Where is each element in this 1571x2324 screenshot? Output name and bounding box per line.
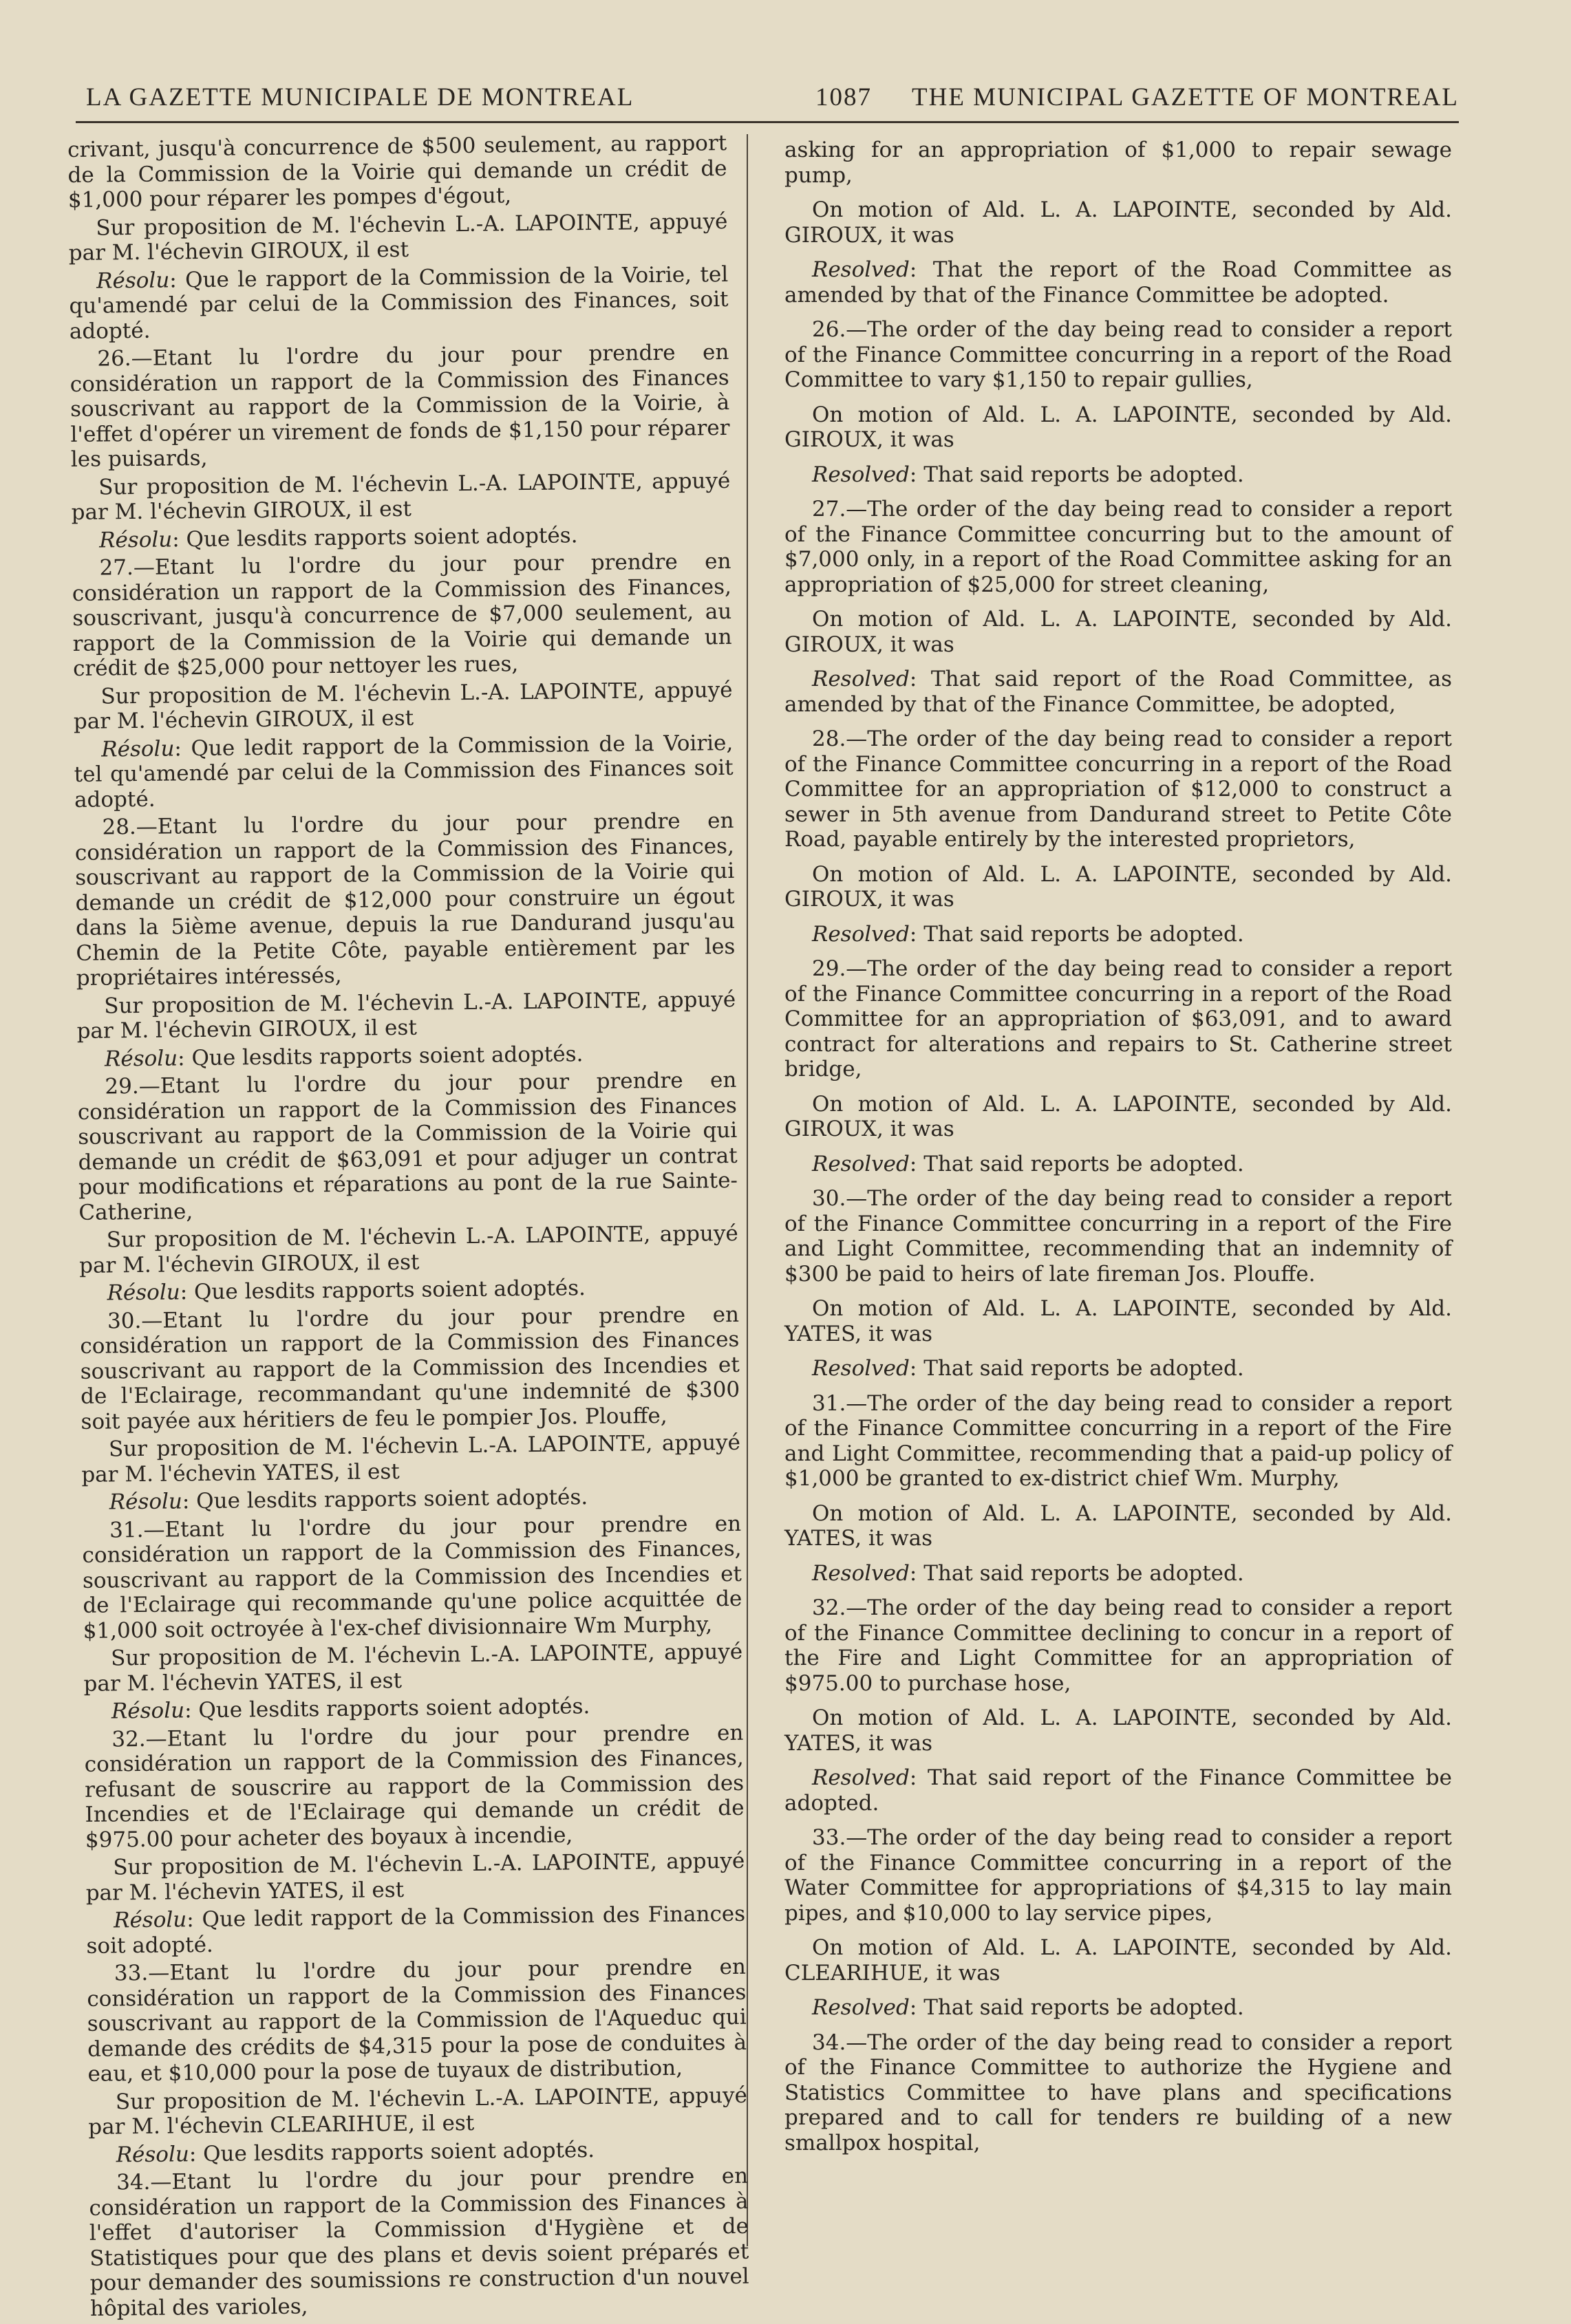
resolution-lead: Resolved xyxy=(812,1765,910,1790)
paragraph xyxy=(81,1430,741,1487)
paragraph-text: 32.—Etant lu l'ordre du jour pour prendre en considération un rapport de la Commission des Finances, refusant de souscrire au rapport de la Commission des Incendies et de l'Eclairage qui demande un crédit de $975.00 pour acheter des boyaux à incendie, xyxy=(84,1720,745,1853)
paragraph xyxy=(79,1274,738,1306)
paragraph xyxy=(784,402,1452,453)
resolution-lead: Résolu xyxy=(96,267,170,294)
paragraph xyxy=(784,1152,1452,1177)
paragraph-text: : That the report of the Road Committee as amended by that of the Finance Committee be adopted. xyxy=(784,257,1452,308)
paragraph xyxy=(80,1302,740,1434)
paragraph-text: On motion of Ald. L. A. LAPOINTE, seconded by Ald. GIROUX, it was xyxy=(784,402,1452,452)
paragraph-text: On motion of Ald. L. A. LAPOINTE, seconded by Ald. CLEARIHUE, it was xyxy=(784,1935,1452,1986)
paragraph-text: 31.—The order of the day being read to consider a report of the Finance Committee concurring in a report of the Fire and Light Committee, recommending that a paid-up policy of $1,000 be granted to ex-district chief Wm. Murphy, xyxy=(784,1390,1452,1491)
paragraph-text: 33.—The order of the day being read to consider a report of the Finance Committee concurring in a report of the Water Committee for appropriations of $4,315 to lay main pipes, and $10,000 to lay service pipes, xyxy=(784,1825,1452,1926)
paragraph xyxy=(784,317,1452,393)
paragraph xyxy=(89,2135,748,2168)
paragraph-text: On motion of Ald. L. A. LAPOINTE, seconded by Ald. GIROUX, it was xyxy=(784,1091,1452,1141)
paragraph-text: Sur proposition de M. l'échevin L.-A. LAPOINTE, appuyé par M. l'échevin GIROUX, il est xyxy=(68,208,728,266)
paragraph xyxy=(77,1040,736,1072)
paragraph xyxy=(76,987,736,1044)
resolution-lead: Resolved xyxy=(812,1356,910,1381)
paragraph xyxy=(88,2083,748,2140)
paragraph-text: 28.—The order of the day being read to consider a report of the Finance Committee concurring in a report of the Road Committee for an appropriation of $12,000 to construct a sewer in 5th avenue from Dandurand street to Petite Côte Road, payable entirely by the interested proprietors, xyxy=(784,727,1452,852)
paragraph-text: : Que lesdits rapports soient adoptés. xyxy=(177,1041,584,1070)
paragraph xyxy=(784,956,1452,1082)
paragraph-text: Sur proposition de M. l'échevin L.-A. LAPOINTE, appuyé par M. l'échevin GIROUX, il est xyxy=(76,987,736,1044)
page-header xyxy=(76,77,1459,118)
paragraph xyxy=(72,549,732,682)
paragraph xyxy=(784,2030,1452,2156)
paragraph-text: 34.—Etant lu l'ordre du jour pour prendre en considération un rapport de la Commission des Finances à l'effet d'autoriser la Commission d'Hygiène et de Statistiques pour que des plans et devis soient préparés et pour demander des soumissions re construction d'un nouvel hôpital des varioles, xyxy=(89,2163,749,2321)
paragraph xyxy=(83,1639,743,1697)
paragraph xyxy=(784,1595,1452,1696)
paragraph xyxy=(87,1955,747,2087)
paragraph-text: 30.—The order of the day being read to consider a report of the Finance Committee concurring in a report of the Fire and Light Committee, recommending that an indemnity of $300 be paid to heirs of late fireman Jos. Plouffe. xyxy=(784,1186,1452,1287)
paragraph xyxy=(784,1765,1452,1816)
paragraph-text: : That said report of the Finance Committee be adopted. xyxy=(784,1765,1452,1816)
paragraph-text: asking for an appropriation of $1,000 to repair sewage pump, xyxy=(784,138,1452,188)
resolution-lead: Résolu xyxy=(116,2141,190,2167)
paragraph-text: Sur proposition de M. l'échevin L.-A. LAPOINTE, appuyé par M. l'échevin YATES, il est xyxy=(81,1430,741,1487)
paragraph xyxy=(784,257,1452,308)
resolution-lead: Resolved xyxy=(812,257,910,282)
paragraph xyxy=(784,1391,1452,1492)
paragraph xyxy=(84,1720,745,1853)
paragraph xyxy=(784,727,1452,852)
resolution-lead: Résolu xyxy=(104,1045,178,1072)
paragraph xyxy=(68,208,728,266)
paragraph xyxy=(784,1825,1452,1926)
paragraph-text: : Que ledit rapport de la Commission de la Voirie, tel qu'amendé par celui de la Commission des Finances soit adopté. xyxy=(74,730,734,813)
resolution-lead: Resolved xyxy=(812,1995,910,2020)
paragraph xyxy=(72,521,731,553)
paragraph-text: : That said reports be adopted. xyxy=(909,1151,1244,1176)
french-column xyxy=(67,131,749,2324)
paragraph-text: : That said report of the Road Committee, as amended by that of the Finance Committee, be adopted, xyxy=(784,667,1452,717)
paragraph xyxy=(784,1186,1452,1287)
paragraph-text: : That said reports be adopted. xyxy=(909,462,1244,487)
paragraph-text: On motion of Ald. L. A. LAPOINTE, seconded by Ald. YATES, it was xyxy=(784,1706,1452,1756)
paragraph-text: : That said reports be adopted. xyxy=(909,921,1244,947)
paragraph xyxy=(79,1221,739,1278)
paragraph-text: : Que lesdits rapports soient adoptés. xyxy=(180,1276,586,1305)
paragraph xyxy=(784,1501,1452,1551)
paragraph-text: 30.—Etant lu l'ordre du jour pour prendre en considération un rapport de la Commission des Finances souscrivant au rapport de la Commission des Incendies et de l'Eclairage, recommandant qu'une indemnité de $300 soit payée aux héritiers de feu le pompier Jos. Plouffe, xyxy=(80,1302,740,1434)
paragraph-text: On motion of Ald. L. A. LAPOINTE, seconded by Ald. GIROUX, it was xyxy=(784,861,1452,912)
paragraph xyxy=(86,1902,746,1959)
resolution-lead: Résolu xyxy=(98,526,173,553)
paragraph xyxy=(784,1706,1452,1756)
paragraph-text: : Que lesdits rapports soient adoptés. xyxy=(182,1485,588,1514)
paragraph-text: Sur proposition de M. l'échevin L.-A. LAPOINTE, appuyé par M. l'échevin GIROUX, il est xyxy=(73,677,733,734)
paragraph xyxy=(784,1356,1452,1381)
paragraph xyxy=(784,667,1452,717)
column-divider xyxy=(747,134,748,2246)
paragraph xyxy=(784,862,1452,912)
paragraph xyxy=(69,261,729,344)
resolution-lead: Resolved xyxy=(812,1151,910,1176)
paragraph-text: On motion of Ald. L. A. LAPOINTE, seconded by Ald. YATES, it was xyxy=(784,1500,1452,1551)
paragraph-text: : Que lesdits rapports soient adoptés. xyxy=(189,2137,595,2166)
paragraph-text: 31.—Etant lu l'ordre du jour pour prendre en considération un rapport de la Commission des Finances, souscrivant au rapport de la Commission des Incendies et de l'Eclairage qui recommande qu'une police acquittée de $1,000 soit octroyée à l'ex-chef divisionnaire Wm Murphy, xyxy=(82,1511,742,1644)
paragraph xyxy=(82,1483,741,1516)
paragraph-text: Sur proposition de M. l'échevin L.-A. LAPOINTE, appuyé par M. l'échevin YATES, il est xyxy=(85,1848,745,1906)
paragraph-text: 26.—The order of the day being read to consider a report of the Finance Committee concurring in a report of the Road Committee to vary $1,150 to repair gullies, xyxy=(784,317,1452,392)
english-column xyxy=(784,138,1452,2165)
paragraph xyxy=(82,1511,742,1644)
resolution-lead: Resolved xyxy=(812,462,910,487)
paragraph-text: : Que lesdits rapports soient adoptés. xyxy=(184,1694,590,1723)
paragraph-text: 34.—The order of the day being read to consider a report of the Finance Committee to authorize the Hygiene and Statistics Committee to have plans and specifications prepared and to call for tenders re building of a new smallpox hospital, xyxy=(784,2030,1452,2155)
header-rule xyxy=(76,121,1459,123)
paragraph-text: 28.—Etant lu l'ordre du jour pour prendre en considération un rapport de la Commission des Finances, souscrivant au rapport de la Commission de la Voirie qui demande un crédit de $12,000 pour construire un égout dans la 5ième avenue, depuis la rue Dandurand jusqu'au Chemin de la Petite Côte, payable entièrement par les propriétaires intéressés, xyxy=(74,808,736,991)
paragraph xyxy=(77,1068,738,1225)
paragraph xyxy=(89,2164,749,2321)
paragraph-text: : Que lesdits rapports soient adoptés. xyxy=(172,522,578,552)
paragraph xyxy=(784,197,1452,248)
paragraph-text: On motion of Ald. L. A. LAPOINTE, seconded by Ald. GIROUX, it was xyxy=(784,607,1452,657)
resolution-lead: Résolu xyxy=(101,735,175,762)
paragraph-text: 29.—The order of the day being read to consider a report of the Finance Committee concurring in a report of the Road Committee for an appropriation of $63,091, and to award contract for alterations and repairs to St. Catherine street bridge, xyxy=(784,956,1452,1082)
paragraph-text: On motion of Ald. L. A. LAPOINTE, seconded by Ald. YATES, it was xyxy=(784,1296,1452,1346)
paragraph xyxy=(784,607,1452,657)
paragraph xyxy=(784,1092,1452,1142)
paragraph-text: 33.—Etant lu l'ordre du jour pour prendre en considération un rapport de la Commission des Finances souscrivant au rapport de la Commission de l'Aqueduc qui demande des crédits de $4,315 pour la pose de conduites à eau, et $10,000 pour la pose de tuyaux de distribution, xyxy=(87,1954,747,2087)
paragraph-text: crivant, jusqu'à concurrence de $500 seulement, au rapport de la Commission de la Voirie qui demande un crédit de $1,000 pour réparer les pompes d'égout, xyxy=(67,130,727,213)
paragraph-text: : Que ledit rapport de la Commission des Finances soit adopté. xyxy=(86,1901,746,1959)
resolution-lead: Résolu xyxy=(107,1280,180,1306)
resolution-lead: Resolved xyxy=(812,667,910,691)
paragraph xyxy=(784,1995,1452,2021)
paragraph-text: On motion of Ald. L. A. LAPOINTE, seconded by Ald. GIROUX, it was xyxy=(784,197,1452,248)
paragraph xyxy=(784,1296,1452,1346)
paragraph-text: Sur proposition de M. l'échevin L.-A. LAPOINTE, appuyé par M. l'échevin GIROUX, il est xyxy=(71,468,731,525)
paragraph xyxy=(784,138,1452,188)
paragraph-text: Sur proposition de M. l'échevin L.-A. LAPOINTE, appuyé par M. l'échevin YATES, il est xyxy=(83,1639,743,1697)
resolution-lead: Résolu xyxy=(113,1907,187,1933)
paragraph xyxy=(84,1692,743,1725)
resolution-lead: Resolved xyxy=(812,1560,910,1586)
paragraph-text: 26.—Etant lu l'ordre du jour pour prendre en considération un rapport de la Commission des Finances souscrivant au rapport de la Commission de la Voirie, à l'effet d'opérer un virement de fonds de $1,150 pour réparer les puisards, xyxy=(70,339,730,472)
paragraph xyxy=(784,462,1452,488)
paragraph xyxy=(784,1935,1452,1986)
paragraph xyxy=(67,131,727,213)
paragraph-text: 27.—The order of the day being read to consider a report of the Finance Committee concurring but to the amount of $7,000 only, in a report of the Road Committee asking for an appropriation of $25,000 for street cleaning, xyxy=(784,497,1452,597)
paragraph-text: : That said reports be adopted. xyxy=(909,1995,1244,2020)
page-number: 1087 xyxy=(815,83,872,111)
paragraph xyxy=(70,340,730,473)
paragraph-text: : That said reports be adopted. xyxy=(909,1356,1244,1381)
paragraph xyxy=(71,468,731,525)
resolution-lead: Résolu xyxy=(109,1489,183,1515)
paragraph-text: : Que le rapport de la Commission de la Voirie, tel qu'amendé par celui de la Commission des Finances, soit adopté. xyxy=(69,261,729,344)
paragraph xyxy=(784,1561,1452,1586)
resolution-lead: Résolu xyxy=(111,1698,185,1724)
paragraph-text: Sur proposition de M. l'échevin L.-A. LAPOINTE, appuyé par M. l'échevin CLEARIHUE, il est xyxy=(88,2083,748,2140)
header-french-title: LA GAZETTE MUNICIPALE DE MONTREAL xyxy=(86,83,634,111)
resolution-lead: Resolved xyxy=(812,921,910,947)
paragraph xyxy=(85,1849,745,1906)
paragraph xyxy=(74,730,734,813)
header-english-title: THE MUNICIPAL GAZETTE OF MONTREAL xyxy=(912,83,1459,111)
paragraph-text: 27.—Etant lu l'ordre du jour pour prendre en considération un rapport de la Commission des Finances, souscrivant, jusqu'à concurrence de $7,000 seulement, au rapport de la Commission de la Voirie qui demande un crédit de $25,000 pour nettoyer les rues, xyxy=(72,548,732,681)
paragraph xyxy=(784,922,1452,947)
paragraph-text: Sur proposition de M. l'échevin L.-A. LAPOINTE, appuyé par M. l'échevin GIROUX, il est xyxy=(78,1220,738,1278)
paragraph-text: : That said reports be adopted. xyxy=(909,1560,1244,1586)
paragraph xyxy=(74,808,736,991)
paragraph xyxy=(73,677,733,734)
paragraph xyxy=(784,497,1452,597)
paragraph-text: 32.—The order of the day being read to consider a report of the Finance Committee declining to concur in a report of the Fire and Light Committee for an appropriation of $975.00 to purchase hose, xyxy=(784,1595,1452,1696)
paragraph-text: 29.—Etant lu l'ordre du jour pour prendre en considération un rapport de la Commission des Finances souscrivant au rapport de la Commission de la Voirie qui demande un crédit de $63,091 et pour adjuger un contrat pour modifications et réparations au pont de la rue Sainte-Catherine, xyxy=(77,1067,738,1225)
